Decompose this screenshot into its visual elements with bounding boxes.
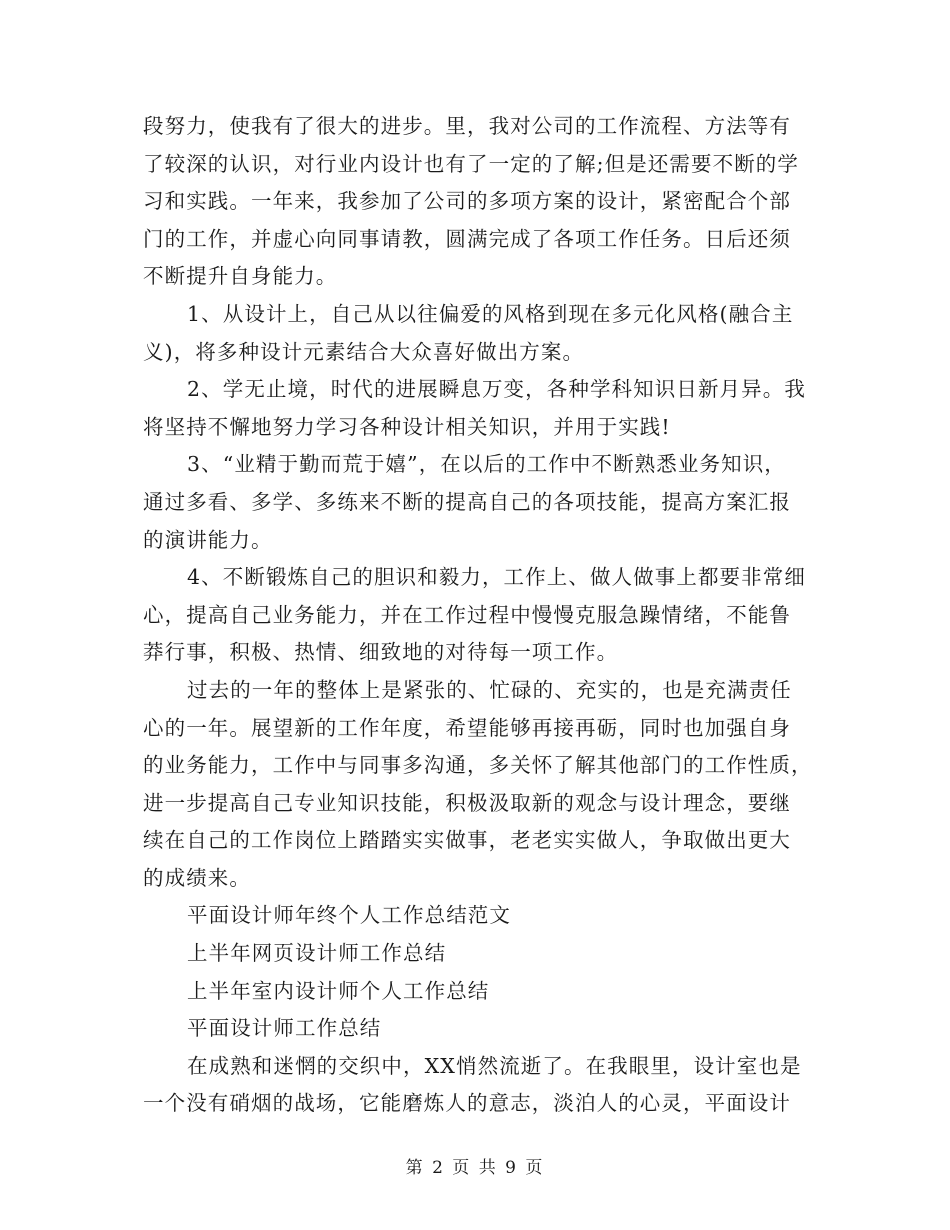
text-line: 2、学无止境，时代的进展瞬息万变，各种学科知识日新月异。我 xyxy=(187,377,806,402)
text-line: 进一步提高自己专业知识技能，积极汲取新的观念与设计理念，要继 xyxy=(143,790,791,815)
text-line: 段努力，使我有了很大的进步。里，我对公司的工作流程、方法等有 xyxy=(143,114,791,138)
text-line: 上半年网页设计师工作总结 xyxy=(187,941,447,966)
text-line: 的演讲能力。 xyxy=(143,527,273,552)
text-line: 莽行事，积极、热情、细致地的对待每一项工作。 xyxy=(143,640,619,665)
text-line: 上半年室内设计师个人工作总结 xyxy=(187,978,490,1003)
text-line: 心的一年。展望新的工作年度，希望能够再接再砺，同时也加强自身 xyxy=(143,715,791,740)
text-line: 的业务能力，工作中与同事多沟通，多关怀了解其他部门的工作性质， xyxy=(143,753,813,778)
page-footer: 第 2 页 共 9 页 xyxy=(405,1158,545,1178)
text-line: 了较深的认识，对行业内设计也有了一定的了解;但是还需要不断的学 xyxy=(143,151,800,176)
text-line: 1、从设计上，自己从以往偏爱的风格到现在多元化风格(融合主 xyxy=(187,301,794,326)
text-line: 不断提升自身能力。 xyxy=(143,264,338,289)
text-line: 平面设计师年终个人工作总结范文 xyxy=(187,903,511,928)
text-line: 心，提高自己业务能力，并在工作过程中慢慢克服急躁情绪，不能鲁 xyxy=(143,602,791,627)
document-body xyxy=(143,108,813,1123)
text-line: 门的工作，并虚心向同事请教，圆满完成了各项工作任务。日后还须 xyxy=(143,226,791,251)
text-line: 将坚持不懈地努力学习各种设计相关知识，并用于实践! xyxy=(143,414,671,439)
text-line: 过去的一年的整体上是紧张的、忙碌的、充实的，也是充满责任 xyxy=(187,677,792,702)
text-line: 在成熟和迷惘的交织中，XX悄然流逝了。在我眼里，设计室也是 xyxy=(187,1053,802,1078)
text-line: 一个没有硝烟的战场，它能磨炼人的意志，淡泊人的心灵，平面设计 xyxy=(143,1091,791,1116)
text-line: 续在自己的工作岗位上踏踏实实做事，老老实实做人，争取做出更大 xyxy=(143,828,791,853)
text-line: 习和实践。一年来，我参加了公司的多项方案的设计，紧密配合个部 xyxy=(143,189,791,214)
text-line: 3、“业精于勤而荒于嬉”，在以后的工作中不断熟悉业务知识， xyxy=(187,452,786,477)
text-line: 义)，将多种设计元素结合大众喜好做出方案。 xyxy=(143,339,585,364)
text-line: 的成绩来。 xyxy=(143,865,251,890)
text-line: 4、不断锻炼自己的胆识和毅力，工作上、做人做事上都要非常细 xyxy=(187,565,806,590)
text-line: 平面设计师工作总结 xyxy=(187,1016,382,1041)
text-line: 通过多看、多学、多练来不断的提高自己的各项技能，提高方案汇报 xyxy=(143,489,791,514)
